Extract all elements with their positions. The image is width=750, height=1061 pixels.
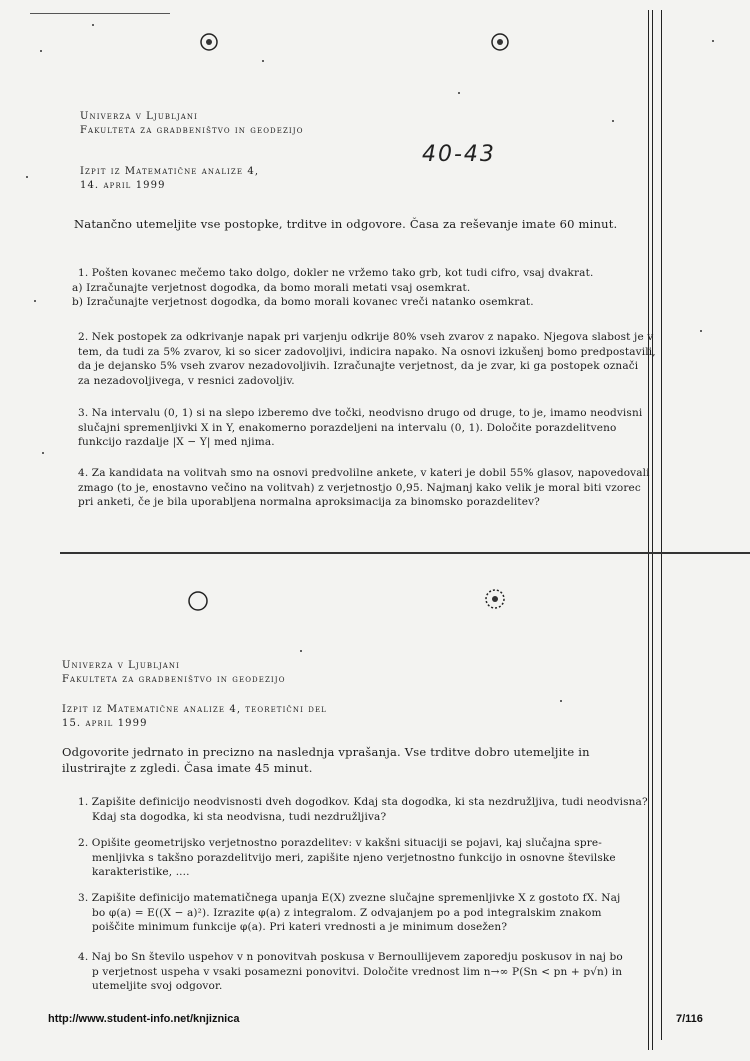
- exam1-university: Univerza v Ljubljani: [80, 111, 198, 122]
- exam2-title: Izpit iz Matematične analize 4, teoretični del: [62, 704, 327, 715]
- exam1-problem-4: 4. Za kandidata na volitvah smo na osnovi predvolilne ankete, v kateri je dobil 55% glasov, napovedovali zmago (to je, enostavno večino na volitvah) z verjetnostjo 0,95. Najmanj kako velik je moral biti vzorec pri anketi, če je bila uporabljena normalna aproksimacija za binomsko porazdelitev?: [78, 467, 650, 508]
- exam1-header: [80, 110, 304, 138]
- exam2-faculty: Fakulteta za gradbeništvo in geodezijo: [62, 674, 286, 685]
- handwritten-note: 40-43: [422, 142, 496, 167]
- scan-line: [661, 10, 662, 1040]
- scan-speck: [612, 120, 614, 122]
- scan-speck: [700, 330, 702, 332]
- stamp-seal-icon: [187, 590, 209, 612]
- scan-speck: [40, 50, 42, 52]
- exam2-question-2: 2. Opišite geometrijsko verjetnostno porazdelitev: v kakšni situaciji se pojavi, kaj slučajna spre- menljivka s takšno porazdelitvijo meri, zapišite njeno verjetnostno funkcijo in osnovne številske karakteristike, ....: [78, 837, 616, 878]
- exam2-question-1: 1. Zapišite definicijo neodvisnosti dveh dogodkov. Kdaj sta dogodka, ki sta nezdružljiva, tudi neodvisna? Kdaj sta dogodka, ki sta neodvisna, tudi nezdružljiva?: [78, 796, 648, 823]
- scan-speck: [26, 176, 28, 178]
- exam2-university: Univerza v Ljubljani: [62, 660, 180, 671]
- stamp-seal-icon: [484, 588, 506, 610]
- exam2-question-4: 4. Naj bo Sn število uspehov v n ponovitvah poskusa v Bernoullijevem zaporedju poskusov in naj bo p verjetnost uspeha v vsaki posamezni ponovitvi. Določite vrednost lim n→∞ P(Sn < pn + p√n) in utemeljite svoj odgovor.: [78, 951, 623, 992]
- scan-speck: [300, 650, 302, 652]
- exam2-date: 15. april 1999: [62, 718, 148, 729]
- scan-line: [30, 13, 170, 14]
- exam2-header: [62, 659, 286, 687]
- exam1-faculty: Fakulteta za gradbeništvo in geodezijo: [80, 125, 304, 136]
- footer-link[interactable]: http://www.student-info.net/knjiznica: [48, 1013, 240, 1025]
- exam2-question-3: 3. Zapišite definicijo matematičnega upanja E(X) zvezne slučajne spremenljivke X z gostoto fX. Naj bo φ(a) = E((X − a)²). Izrazite φ(a) z integralom. Z odvajanjem po a pod integralskim znakom poiščite minimum funkcije φ(a). Pri kateri vrednosti a je minimum dosežen?: [78, 892, 621, 933]
- exam1-title: Izpit iz Matematične analize 4,: [80, 166, 260, 177]
- exam1-problem-1: 1. Pošten kovanec mečemo tako dolgo, dokler ne vržemo tako grb, kot tudi cifro, vsaj dvakrat. a) Izračunajte verjetnost dogodka, da bomo morali metati vsaj osemkrat. b) Izračunajte verjetnost dogodka, da bomo morali kovanec vreči natanko osemkrat.: [72, 267, 594, 308]
- page-number: 7/116: [676, 1013, 703, 1025]
- scan-speck: [712, 40, 714, 42]
- scan-speck: [560, 700, 562, 702]
- scan-speck: [42, 452, 44, 454]
- scan-speck: [34, 300, 36, 302]
- exam2-instructions: Odgovorite jedrnato in precizno na naslednja vprašanja. Vse trditve dobro utemeljite in ilustrirajte z zgledi. Časa imate 45 minut.: [62, 745, 590, 775]
- exam1-instructions: Natančno utemeljite vse postopke, trditve in odgovore. Časa za reševanje imate 60 minut.: [74, 217, 618, 231]
- exam1-problem-2: 2. Nek postopek za odkrivanje napak pri varjenju odkrije 80% vseh zvarov z napako. Njegova slabost je v tem, da tudi za 5% zvarov, ki so sicer zadovoljivi, indicira napako. Na osnovi izkušenj bomo predpostavili, da je dejansko 5% vseh zvarov nezadovoljivih. Izračunajte verjetnost, da je zvar, ki ga postopek označi za nezadovoljivega, v resnici zadovoljiv.: [78, 331, 656, 387]
- stamp-seal-icon: [199, 32, 219, 52]
- exam1-title-block: [80, 165, 259, 193]
- scan-speck: [458, 92, 460, 94]
- exam2-title-block: [62, 703, 327, 731]
- exam1-date: 14. april 1999: [80, 180, 166, 191]
- stamp-seal-icon: [490, 32, 510, 52]
- exam1-problem-3: 3. Na intervalu (0, 1) si na slepo izberemo dve točki, neodvisno drugo od druge, to je, imamo neodvisni slučajni spremenljivki X in Y, enakomerno porazdeljeni na intervalu (0, 1). Določite porazdelitveno funkcijo razdalje |X − Y| med njima.: [78, 407, 643, 448]
- scan-speck: [262, 60, 264, 62]
- page-divider: [60, 552, 750, 554]
- scan-speck: [92, 24, 94, 26]
